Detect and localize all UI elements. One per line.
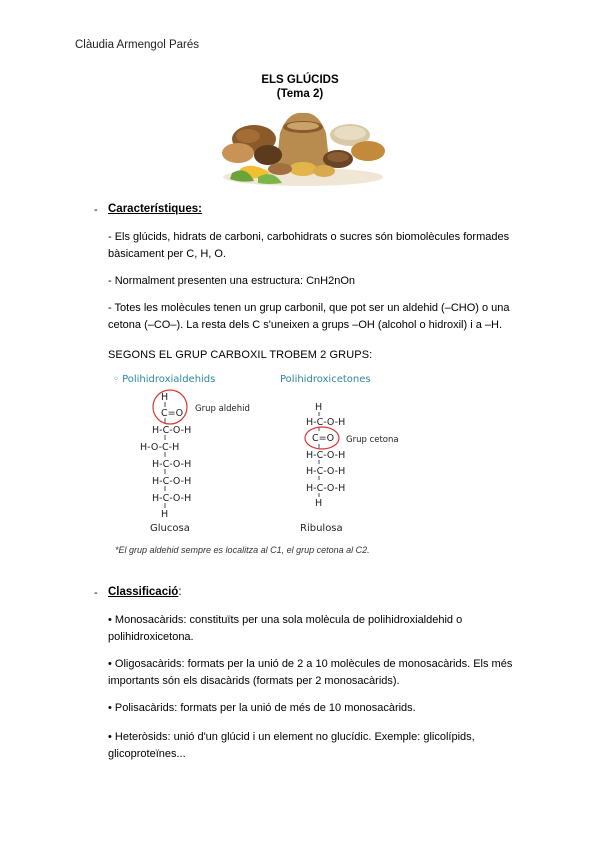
page-title: ELS GLÚCIDS [261,74,339,86]
carbonyl-groups-diagram [108,368,428,558]
svg-text:H: H [315,498,323,509]
glucose-name: Glucosa [150,523,190,534]
grains-and-cereals-photo [218,103,388,187]
section-bullet: - [94,204,98,216]
page-subtitle: (Tema 2) [276,88,324,100]
svg-text:H-C-O-H: H-C-O-H [152,425,192,436]
svg-text:H: H [161,509,169,520]
section-heading-caracteristiques: Característiques: [108,203,202,215]
svg-text:H-C-O-H: H-C-O-H [152,459,192,470]
svg-text:C=O: C=O [161,408,184,419]
svg-text:H-C-O-H: H-C-O-H [152,493,192,504]
svg-text:C=O: C=O [312,433,335,444]
paragraph: - Els glúcids, hidrats de carboni, carbohidrats o sucres són biomolècules formades bàsicament per C, H, O. [108,231,510,260]
svg-text:H: H [161,392,169,403]
classification-item: • Heteròsids: unió d'un glúcid i un element no glucídic. Exemple: glicolípids, glicoproteïnes... [108,731,475,760]
diagram-note: *El grup aldehid sempre es localitza al C1, el grup cetona al C2. [115,545,370,555]
glucose-structure [140,392,191,520]
aldehyde-label: Grup aldehid [195,404,250,414]
svg-text:H-C-O-H: H-C-O-H [306,483,346,494]
ketone-label: Grup cetona [346,435,399,445]
ribulose-structure [306,402,345,509]
paragraph: - Normalment presenten una estructura: CnH2nOn [108,275,356,287]
author-name: Clàudia Armengol Parés [75,39,200,51]
svg-text:H: H [315,402,323,413]
svg-text:H-C-O-H: H-C-O-H [306,450,346,461]
svg-text:H-O-C-H: H-O-C-H [140,442,180,453]
section-heading-classificacio: Classificació: [108,586,182,598]
left-diagram-title: ◦ Polihidroxialdehids [113,374,216,385]
svg-text:H-C-O-H: H-C-O-H [306,417,346,428]
right-diagram-title: Polihidroxicetones [280,374,371,385]
svg-text:H-C-O-H: H-C-O-H [306,466,346,477]
svg-text:H-C-O-H: H-C-O-H [152,476,192,487]
classification-item: • Oligosacàrids: formats per la unió de 2 a 10 molècules de monosacàrids. Els més importants són els disacàrids (formats per 2 monosacàrids). [108,658,513,687]
section-caption: SEGONS EL GRUP CARBOXIL TROBEM 2 GRUPS: [108,349,373,361]
ribulose-name: Ribulosa [300,523,343,534]
classification-item: • Monosacàrids: constituïts per una sola molècula de polihidroxialdehid o polihidroxicetona. [108,614,463,643]
classification-item: • Polisacàrids: formats per la unió de més de 10 monosacàrids. [108,702,416,714]
section-bullet: - [94,587,98,599]
paragraph: - Totes les molècules tenen un grup carbonil, que pot ser un aldehid (–CHO) o una cetona (–CO–). La resta dels C s'uneixen a grups –OH (alcohol o hidroxil) i a –H. [108,302,510,331]
